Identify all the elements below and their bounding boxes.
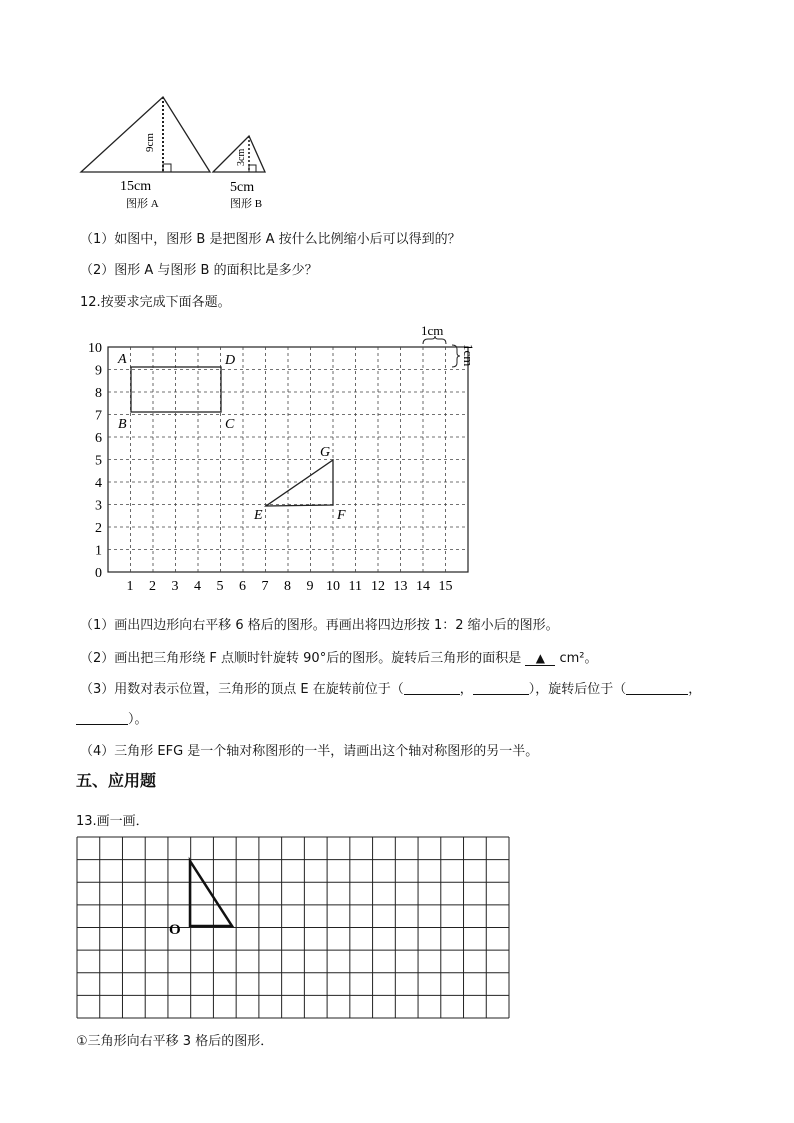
y-tick-label: 6 (95, 431, 102, 446)
unit-y-brace (452, 345, 460, 367)
q12-sub3-b: ， (459, 682, 473, 697)
q13-grid (76, 836, 510, 1020)
x-tick-label: 6 (239, 579, 246, 594)
label-b-height: 3cm (236, 148, 247, 166)
origin-label: O (169, 922, 181, 938)
q12-title: 12.按要求完成下面各题。 (80, 295, 231, 310)
answer-blank[interactable] (626, 682, 688, 695)
answer-blank[interactable] (76, 712, 128, 725)
label-b: B (118, 417, 127, 432)
x-tick-label: 7 (261, 579, 269, 594)
x-tick-label: 9 (306, 579, 314, 594)
x-tick-label: 14 (416, 579, 430, 594)
unit-y-label: 1cm (461, 344, 476, 367)
label-c: C (225, 417, 235, 432)
y-tick-label: 5 (95, 453, 102, 469)
unit-x-label: 1cm (421, 323, 444, 338)
q12-sub2-text: （2）画出把三角形绕 F 点顺时针旋转 90°后的图形。旋转后三角形的面积是 (80, 651, 522, 666)
q13-title: 13.画一画． (76, 814, 149, 829)
answer-blank[interactable] (473, 682, 529, 695)
label-b-name: 图形 B (230, 198, 263, 210)
label-f: F (337, 508, 346, 523)
q12-sub4: （4）三角形 EFG 是一个轴对称图形的一半，请画出这个轴对称图形的另一半。 (80, 744, 539, 759)
label-a: A (118, 352, 127, 367)
triangle-efg (266, 460, 333, 506)
triangle-q13 (190, 861, 232, 926)
q12-sub3-c: ），旋转后位于（ (528, 682, 627, 697)
q12-sub3-e: ）。 (128, 712, 148, 727)
label-e: E (254, 508, 263, 523)
x-tick-label: 13 (393, 579, 408, 594)
x-tick-label: 1 (126, 579, 134, 594)
x-tick-label: 11 (348, 579, 362, 594)
y-tick-label: 7 (95, 408, 102, 424)
label-a-base: 15cm (120, 179, 152, 194)
q12-sub3-d: ， (688, 682, 702, 697)
x-tick-label: 5 (216, 579, 224, 594)
q12-sub3 (80, 678, 701, 697)
y-tick-label: 10 (88, 341, 102, 356)
y-tick-label: 8 (95, 386, 102, 401)
q12-grid (80, 318, 480, 598)
label-d: D (225, 353, 236, 368)
y-tick-label: 9 (95, 363, 102, 379)
answer-blank[interactable] (404, 682, 460, 695)
right-angle-a (163, 164, 171, 172)
x-tick-label: 4 (194, 579, 201, 594)
x-tick-label: 2 (149, 579, 156, 594)
q12-sub3-a: （3）用数对表示位置，三角形的顶点 E 在旋转前位于（ (80, 682, 404, 697)
y-tick-label: 3 (95, 498, 102, 514)
q12-sub3-cont (76, 708, 148, 727)
label-g: G (320, 445, 331, 460)
y-tick-label: 0 (95, 566, 102, 581)
x-tick-label: 15 (438, 579, 453, 594)
label-a-height: 9cm (144, 133, 156, 152)
x-tick-label: 12 (371, 579, 385, 594)
x-tick-label: 3 (171, 579, 179, 594)
answer-blank[interactable]: ▲ (525, 651, 555, 666)
x-tick-label: 8 (284, 579, 291, 594)
right-angle-b (249, 165, 256, 172)
q12-sub2-unit: cm²。 (559, 651, 598, 666)
y-tick-label: 1 (95, 543, 102, 559)
x-tick-label: 10 (326, 579, 340, 594)
y-tick-label: 2 (95, 521, 102, 536)
label-b-base: 5cm (230, 180, 255, 195)
q12-sub1: （1）画出四边形向右平移 6 格后的图形。再画出将四边形按 1：2 缩小后的图形。 (80, 618, 559, 633)
q13-sub1: ①三角形向右平移 3 格后的图形． (76, 1034, 274, 1049)
label-a-name: 图形 A (126, 198, 159, 210)
figure-ab (76, 92, 296, 217)
q12-sub2 (80, 647, 598, 666)
y-tick-label: 4 (95, 476, 102, 491)
q11-sub2: （2）图形 A 与图形 B 的面积比是多少？ (80, 263, 318, 278)
quadrilateral-abcd (131, 367, 221, 412)
section-title: 五、应用题 (76, 771, 157, 790)
q11-sub1: （1）如图中，图形 B 是把图形 A 按什么比例缩小后可以得到的？ (80, 232, 461, 247)
